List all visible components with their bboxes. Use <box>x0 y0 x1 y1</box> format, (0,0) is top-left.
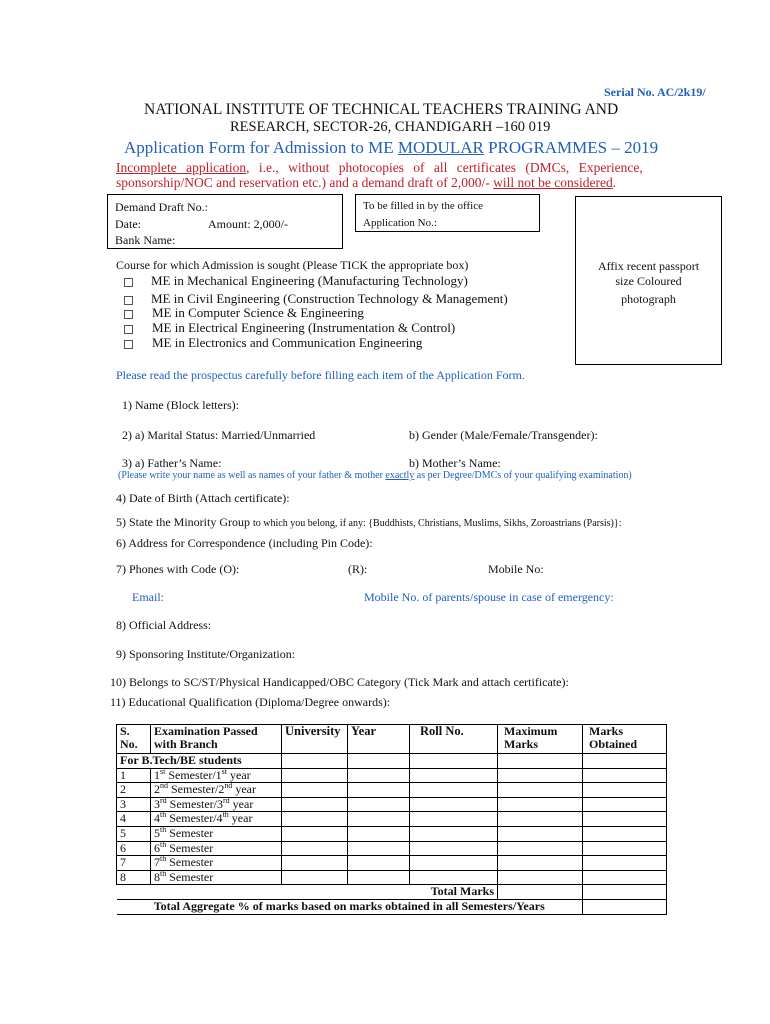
dd-bank-label: Bank Name: <box>115 233 176 247</box>
row-exam-part: th <box>160 824 167 834</box>
aggregate-label: Total Aggregate % of marks based on marks obtained in all Semesters/Years <box>117 899 583 914</box>
table-cell[interactable] <box>583 768 667 783</box>
checkbox-icon[interactable] <box>124 310 133 319</box>
row-exam <box>151 797 282 812</box>
course-label: ME in Computer Science & Engineering <box>152 305 364 320</box>
table-row <box>117 870 667 885</box>
row-exam-part: Semester <box>166 869 214 884</box>
photo-text-2: size Coloured <box>615 274 682 288</box>
table-cell[interactable] <box>410 812 498 827</box>
dd-date-label: Date: <box>115 217 141 231</box>
father-name-field[interactable]: 3) a) Father’s Name: <box>122 456 222 470</box>
form-title-post: PROGRAMMES – 2019 <box>483 138 659 157</box>
row-exam-part: 5 <box>154 825 160 840</box>
semester-rows <box>117 768 667 885</box>
row-exam-part: year <box>227 767 251 782</box>
table-cell[interactable] <box>410 754 498 769</box>
table-cell[interactable] <box>348 768 410 783</box>
table-cell[interactable] <box>348 754 410 769</box>
table-cell[interactable] <box>282 812 348 827</box>
name-field[interactable]: 1) Name (Block letters): <box>122 398 239 412</box>
marital-status-field[interactable]: 2) a) Marital Status: Married/Unmarried <box>122 428 316 442</box>
table-cell[interactable] <box>282 826 348 841</box>
warning-lead: Incomplete application <box>116 160 247 175</box>
row-exam <box>151 812 282 827</box>
table-cell[interactable] <box>348 856 410 871</box>
table-cell[interactable] <box>498 783 583 798</box>
course-label: ME in Electronics and Communication Engineering <box>152 335 423 350</box>
table-cell[interactable] <box>498 768 583 783</box>
checkbox-icon[interactable] <box>124 325 133 334</box>
table-row <box>117 812 667 827</box>
row-exam-part: th <box>160 839 167 849</box>
table-cell[interactable] <box>583 870 667 885</box>
table-cell[interactable] <box>498 826 583 841</box>
table-cell[interactable] <box>583 841 667 856</box>
header-sno <box>117 725 151 754</box>
total-marks-label: Total Marks <box>117 885 498 900</box>
institute-name-line2: RESEARCH, SECTOR-26, CHANDIGARH –160 019 <box>230 119 551 135</box>
category-field[interactable]: 10) Belongs to SC/ST/Physical Handicapped/OBC Category (Tick Mark and attach certificate): <box>110 675 569 689</box>
table-cell[interactable] <box>583 856 667 871</box>
table-cell[interactable] <box>583 812 667 827</box>
row-number: 6 <box>117 841 151 856</box>
form-title-modular: MODULAR <box>397 138 484 157</box>
table-cell[interactable] <box>498 754 583 769</box>
header-sno-2: No. <box>120 737 138 751</box>
warning-end: . <box>612 175 617 190</box>
table-cell[interactable] <box>282 856 348 871</box>
row-exam <box>151 870 282 885</box>
row-exam-part: 4 <box>154 811 160 826</box>
office-use-title: To be filled in by the office <box>363 200 483 212</box>
table-cell[interactable] <box>410 856 498 871</box>
course-label: ME in Civil Engineering (Construction Technology & Management) <box>151 291 508 306</box>
table-row <box>117 754 667 769</box>
group-label: For B.Tech/BE students <box>117 754 282 769</box>
warning-line1-rest: , i.e., without photocopies of all certificates (DMCs, Experience, <box>246 160 643 175</box>
row-exam-part: st <box>160 766 166 776</box>
row-exam-part: 6 <box>154 840 160 855</box>
address-field[interactable]: 6) Address for Correspondence (including Pin Code): <box>116 536 373 550</box>
table-cell[interactable] <box>583 826 667 841</box>
table-cell[interactable] <box>410 783 498 798</box>
emergency-mobile-field[interactable]: Mobile No. of parents/spouse in case of emergency: <box>364 590 614 604</box>
mother-name-field[interactable]: b) Mother’s Name: <box>409 456 501 470</box>
header-exam-2: with Branch <box>154 737 218 751</box>
row-exam-part: 2 <box>154 782 160 797</box>
warning-line2-text: sponsorship/NOC and reservation etc.) and a demand draft of 2,000/- <box>116 175 494 190</box>
phone-residence-field[interactable]: (R): <box>348 562 368 576</box>
row-exam-part: 1 <box>154 767 160 782</box>
total-obtained-cell[interactable] <box>583 885 667 900</box>
row-exam-part: th <box>160 854 167 864</box>
header-year: Year <box>348 725 410 754</box>
checkbox-icon[interactable] <box>124 340 133 349</box>
total-max-cell[interactable] <box>498 885 583 900</box>
row-exam-part: 7 <box>154 855 160 870</box>
sponsoring-org-field[interactable]: 9) Sponsoring Institute/Organization: <box>116 647 296 661</box>
header-obt-2: Obtained <box>589 737 638 751</box>
form-title-pre: Application Form for Admission to ME <box>124 138 398 157</box>
checkbox-icon[interactable] <box>124 296 133 305</box>
minority-group-field[interactable] <box>116 515 621 530</box>
minority-options: to which you belong, if any: {Buddhists, Christians, Muslims, Sikhs, Zoroastrians (Parsis)}: <box>252 518 622 529</box>
course-option-mechanical[interactable] <box>124 273 468 289</box>
row-exam-part: Semester/4 <box>166 811 223 826</box>
minority-label: 5) State the Minority Group <box>116 515 253 529</box>
row-exam <box>151 841 282 856</box>
table-row <box>117 768 667 783</box>
row-exam-part: rd <box>160 795 167 805</box>
table-cell[interactable] <box>282 797 348 812</box>
dd-amount-label: Amount: 2,000/- <box>208 217 288 231</box>
row-exam <box>151 768 282 783</box>
phone-office-field[interactable]: 7) Phones with Code (O): <box>116 562 240 576</box>
table-cell[interactable] <box>348 870 410 885</box>
table-cell[interactable] <box>282 754 348 769</box>
application-number-label: Application No.: <box>363 217 437 229</box>
row-exam-part: st <box>221 766 228 776</box>
table-header-row <box>117 725 667 754</box>
table-cell[interactable] <box>498 841 583 856</box>
checkbox-icon[interactable] <box>124 278 133 287</box>
mobile-field[interactable]: Mobile No: <box>488 562 544 576</box>
course-label: ME in Electrical Engineering (Instrumentation & Control) <box>152 320 456 335</box>
row-exam-part: Semester <box>166 825 214 840</box>
total-marks-row <box>117 885 667 900</box>
serial-number: Serial No. AC/2k19/ <box>604 85 706 99</box>
header-max-1: Maximum <box>504 724 558 738</box>
table-cell[interactable] <box>410 841 498 856</box>
table-cell[interactable] <box>348 841 410 856</box>
table-row <box>117 797 667 812</box>
row-exam-part: Semester <box>166 855 214 870</box>
row-exam-part: Semester/3 <box>166 796 223 811</box>
table-cell[interactable] <box>410 797 498 812</box>
table-cell[interactable] <box>282 870 348 885</box>
row-exam-part: 8 <box>154 869 160 884</box>
row-exam-part: Semester <box>166 840 214 855</box>
row-exam-part: nd <box>224 781 233 791</box>
name-instruction-note <box>118 470 632 481</box>
course-label: ME in Mechanical Engineering (Manufacturing Technology) <box>151 273 468 288</box>
course-option-electronics[interactable] <box>124 335 422 351</box>
header-obtained <box>583 725 667 754</box>
row-exam-part: nd <box>160 781 168 791</box>
aggregate-cell[interactable] <box>583 899 667 914</box>
gender-field[interactable]: b) Gender (Male/Female/Transgender): <box>409 428 598 442</box>
table-cell[interactable] <box>410 826 498 841</box>
row-exam <box>151 826 282 841</box>
institute-name-line1: NATIONAL INSTITUTE OF TECHNICAL TEACHERS TRAINING AND <box>144 101 619 118</box>
table-cell[interactable] <box>348 783 410 798</box>
table-cell[interactable] <box>498 812 583 827</box>
official-address-field[interactable]: 8) Official Address: <box>116 618 212 632</box>
row-number: 5 <box>117 826 151 841</box>
course-option-computer[interactable] <box>124 305 364 321</box>
row-number: 4 <box>117 812 151 827</box>
table-cell[interactable] <box>282 768 348 783</box>
table-cell[interactable] <box>348 826 410 841</box>
table-cell[interactable] <box>348 812 410 827</box>
header-exam <box>151 725 282 754</box>
header-sno-1: S. <box>120 724 130 738</box>
warning-tail: will not be considered <box>493 175 613 190</box>
photo-text-3: photograph <box>621 292 676 306</box>
header-max-2: Marks <box>504 737 538 751</box>
dd-number-label: Demand Draft No.: <box>115 200 208 214</box>
row-exam-part: year <box>229 796 254 811</box>
table-cell[interactable] <box>498 797 583 812</box>
header-obt-1: Marks <box>589 724 623 738</box>
table-cell[interactable] <box>583 754 667 769</box>
photo-text-1: Affix recent passport <box>597 259 700 273</box>
table-cell[interactable] <box>282 841 348 856</box>
row-number: 2 <box>117 783 151 798</box>
education-table <box>116 724 667 915</box>
row-exam-part: Semester/1 <box>165 767 222 782</box>
table-cell[interactable] <box>583 797 667 812</box>
row-number: 1 <box>117 768 151 783</box>
row-exam-part: rd <box>223 795 230 805</box>
course-option-electrical[interactable] <box>124 320 455 336</box>
row-exam-part: th <box>222 810 229 820</box>
row-exam-part: Semester/2 <box>168 782 225 797</box>
table-cell[interactable] <box>348 797 410 812</box>
row-number: 3 <box>117 797 151 812</box>
warning-line1 <box>116 160 643 176</box>
email-field[interactable]: Email: <box>132 590 164 604</box>
table-row <box>117 841 667 856</box>
table-cell[interactable] <box>410 768 498 783</box>
row-exam <box>151 783 282 798</box>
prospectus-note: Please read the prospectus carefully before filling each item of the Application Form. <box>116 368 525 382</box>
header-roll: Roll No. <box>410 725 498 754</box>
course-heading: Course for which Admission is sought (Please TICK the appropriate box) <box>116 258 469 272</box>
name-note-exactly: exactly <box>385 470 415 481</box>
table-row <box>117 856 667 871</box>
row-exam-part: th <box>160 868 167 878</box>
row-number: 8 <box>117 870 151 885</box>
row-number: 7 <box>117 856 151 871</box>
table-row <box>117 826 667 841</box>
table-cell[interactable] <box>498 870 583 885</box>
row-exam-part: year <box>232 782 256 797</box>
table-row <box>117 783 667 798</box>
aggregate-row <box>117 899 667 914</box>
table-cell[interactable] <box>498 856 583 871</box>
header-exam-1: Examination Passed <box>154 724 258 738</box>
header-max <box>498 725 583 754</box>
table-cell[interactable] <box>410 870 498 885</box>
form-title <box>124 138 658 158</box>
name-note-pre: (Please write your name as well as names of your father & mother <box>118 470 386 481</box>
header-university: University <box>282 725 348 754</box>
row-exam <box>151 856 282 871</box>
date-of-birth-field[interactable]: 4) Date of Birth (Attach certificate): <box>116 491 290 505</box>
name-note-post: as per Degree/DMCs of your qualifying examination) <box>414 470 632 481</box>
table-cell[interactable] <box>583 783 667 798</box>
row-exam-part: 3 <box>154 796 160 811</box>
table-cell[interactable] <box>282 783 348 798</box>
warning-line2 <box>116 175 616 191</box>
education-heading: 11) Educational Qualification (Diploma/Degree onwards): <box>110 695 391 709</box>
row-exam-part: th <box>160 810 167 820</box>
row-exam-part: year <box>228 811 253 826</box>
